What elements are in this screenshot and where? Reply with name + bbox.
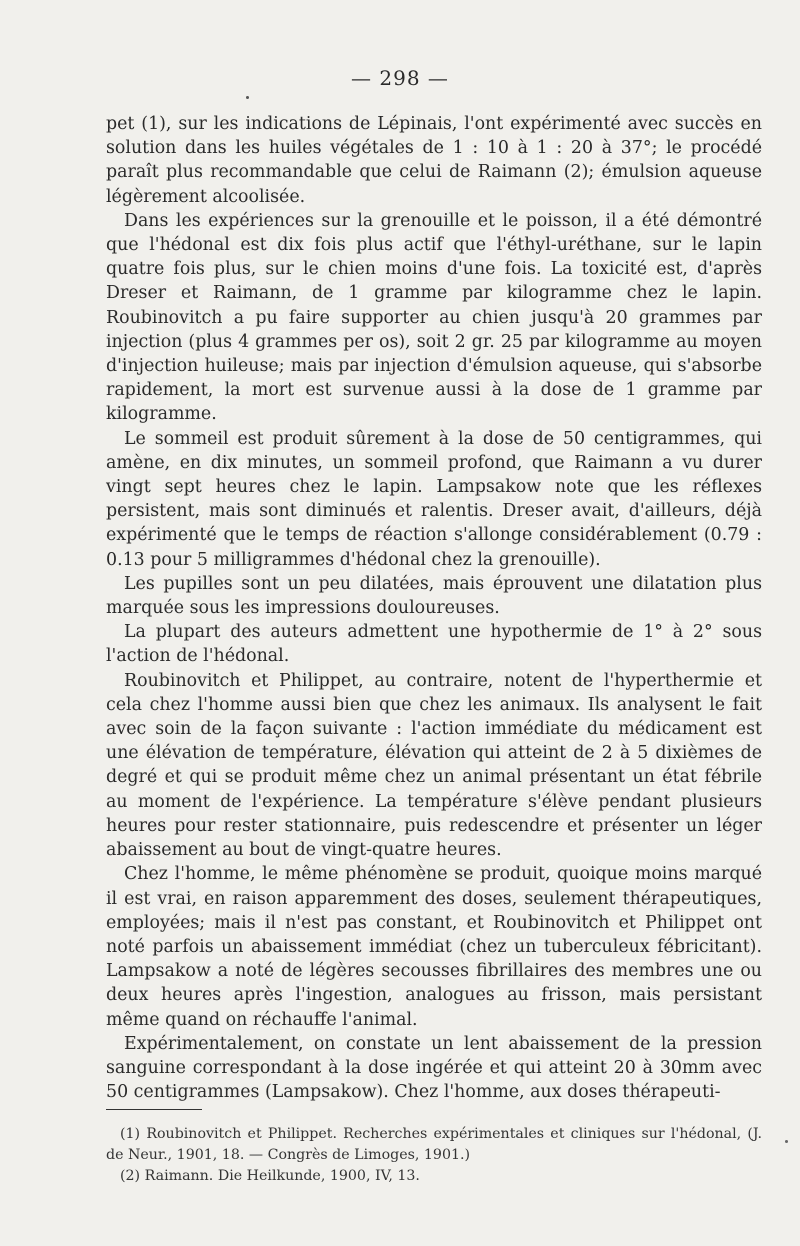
footnote-2: (2) Raimann. Die Heilkunde, 1900, IV, 13. [120, 1168, 420, 1184]
footnote-1: (1) Roubinovitch et Philippet. Recherches expérimentales et cliniques sur l'hédonal, (J. de Neur., 1901, 18. — Congrès de Limoges, 1901.) [106, 1126, 762, 1163]
speck-mark [246, 96, 249, 99]
paragraph-8: Expérimentalement, on constate un lent abaissement de la pression sanguine correspondant à la dose ingérée et qui atteint 20 à 30mm avec 50 centigrammes (Lampsakow). Chez l'homme, aux doses thérapeuti- [106, 1033, 762, 1103]
paragraph-3: Le sommeil est produit sûrement à la dose de 50 centigrammes, qui amène, en dix minutes, un sommeil profond, que Raimann a vu durer vingt sept heures chez le lapin. Lampsakow note que les réflexes persistent, mais sont diminués et ralentis. Dreser avait, d'ailleurs, déjà expérimenté que le temps de réaction s'allonge considérablement (0.79 : 0.13 pour 5 milligrammes d'hédonal chez la grenouille). [106, 428, 762, 570]
main-text [106, 112, 762, 1104]
paragraph-2: Dans les expériences sur la grenouille et le poisson, il a été démontré que l'hédonal est dix fois plus actif que l'éthyl-uréthane, sur le lapin quatre fois plus, sur le chien moins d'une fois. La toxicité est, d'après Dreser et Raimann, de 1 gramme par kilogramme chez le lapin. Roubinovitch a pu faire supporter au chien jusqu'à 20 grammes par injection (plus 4 grammes per os), soit 2 gr. 25 par kilogramme au moyen d'injection huileuse; mais par injection d'émulsion aqueuse, qui s'absorbe rapidement, la mort est survenue aussi à la dose de 1 gramme par kilogramme. [106, 210, 762, 425]
paragraph-7: Chez l'homme, le même phénomène se produit, quoique moins marqué il est vrai, en raison apparemment des doses, seulement thérapeutiques, employées; mais il n'est pas constant, et Roubinovitch et Philippet ont noté parfois un abaissement immédiat (chez un tuberculeux fébricitant). Lampsakow a noté de légères secousses fibrillaires des membres une ou deux heures après l'ingestion, analogues au frisson, mais persistant même quand on réchauffe l'animal. [106, 864, 762, 1030]
paragraph-4: Les pupilles sont un peu dilatées, mais éprouvent une dilatation plus marquée sous les impressions douloureuses. [106, 573, 762, 619]
paragraph-5: La plupart des auteurs admettent une hypothermie de 1° à 2° sous l'action de l'hédonal. [106, 622, 762, 667]
paragraph-6: Roubinovitch et Philippet, au contraire, notent de l'hyperthermie et cela chez l'homme aussi bien que chez les animaux. Ils analysent le fait avec soin de la façon suivante : l'action immédiate du médicament est une élévation de température, élévation qui atteint de 2 à 5 dixièmes de degré et qui se produit même chez un animal présentant un état fébrile au moment de l'expérience. La température s'élève pendant plusieurs heures pour rester stationnaire, puis redescendre et présenter un léger abaissement au bout de vingt-quatre heures. [106, 670, 762, 861]
footnote-divider [106, 1109, 202, 1110]
margin-speck [785, 1140, 788, 1143]
page-number: — 298 — [351, 66, 449, 90]
footnotes [106, 1124, 762, 1187]
paragraph-1: pet (1), sur les indications de Lépinais, l'ont expérimenté avec succès en solution dans les huiles végétales de 1 : 10 à 1 : 20 à 37°; le procédé paraît plus recommandable que celui de Raimann (2); émulsion aqueuse légèrement alcoolisée. [106, 114, 762, 207]
